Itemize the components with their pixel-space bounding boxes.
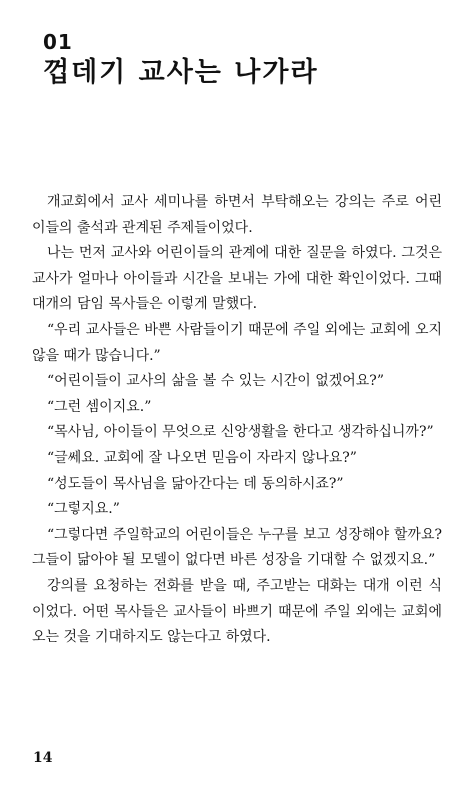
paragraph: “글쎄요. 교회에 잘 나오면 믿음이 자라지 않나요?” [47, 449, 357, 466]
paragraph: 나는 먼저 교사와 어린이들의 관계에 대한 질문을 하였다. 그것은 교사가 얼마나 아이들과 시간을 보내는 가에 대한 확인이었다. 그때 대개의 담임 목사들은 이렇게 말했다. [32, 245, 442, 313]
paragraph: “그렇지요.” [47, 501, 120, 518]
paragraph: “그렇다면 주일학교의 어린이들은 누구를 보고 성장해야 할까요? 그들이 닮아야 될 모델이 없다면 바른 성장을 기대할 수 없겠지요.” [32, 526, 442, 569]
chapter-title: 껍데기 교사는 나가라 [43, 57, 319, 88]
paragraph: “어린이들이 교사의 삶을 볼 수 있는 시간이 없겠어요?” [47, 373, 384, 390]
chapter-number: 01 [43, 30, 73, 54]
paragraph: “그런 셈이지요.” [47, 398, 152, 415]
paragraph: “목사님, 아이들이 무엇으로 신앙생활을 한다고 생각하십니까?” [47, 424, 434, 441]
page-number: 14 [33, 750, 53, 766]
paragraph: 강의를 요청하는 전화를 받을 때, 주고받는 대화는 대개 이런 식이었다. 어떤 목사들은 교사들이 바쁘기 때문에 주일 외에는 교회에 오는 것을 기대하지도 않는다고 하였다. [32, 577, 442, 646]
paragraph: 개교회에서 교사 세미나를 하면서 부탁해오는 강의는 주로 어린이들의 출석과 관계된 주제들이었다. [32, 194, 442, 236]
body-text [32, 190, 442, 651]
paragraph: “우리 교사들은 바쁜 사람들이기 때문에 주일 외에는 교회에 오지 않을 때가 많습니다.” [32, 321, 442, 364]
paragraph: “성도들이 목사님을 닮아간다는 데 동의하시죠?” [47, 475, 344, 492]
